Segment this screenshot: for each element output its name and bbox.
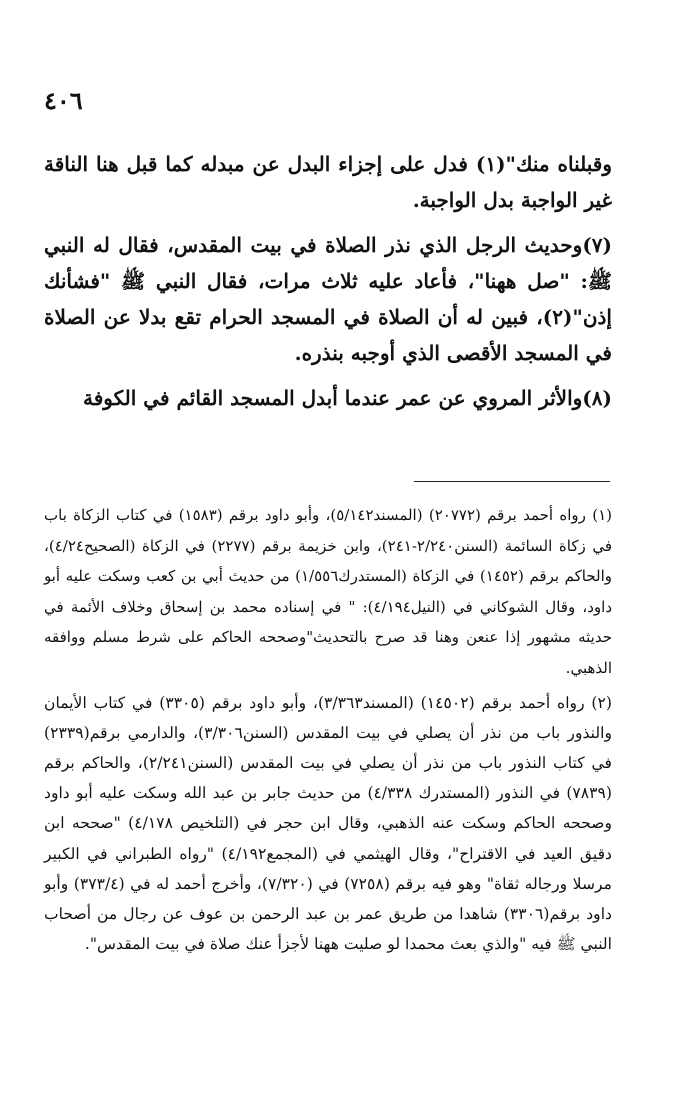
footnote-1: (١) رواه أحمد برقم (٢٠٧٧٢) (المسند٥/١٤٢)، وأبو داود برقم (١٥٨٣) في كتاب الزكاة باب في زكاة السائمة (السنن٢/٢٤٠-٢٤١)، وابن خزيمة برقم (٢٢٧٧) في الزكاة (الصحيح٤/٢٤)، والحاكم برقم (١٤٥٢) في الزكاة (المستدرك١/٥٥٦) من حديث أبي بن كعب وسكت عليه أبو داود، وقال الشوكاني في (النيل٤/١٩٤): " في إسناده محمد بن إسحاق وخلاف الأئمة في حديثه مشهور إذا عنعن وهنا قد صرح بالتحديث"وصححه الحاكم على شرط مسلم ووافقه الذهبي. bbox=[44, 506, 613, 677]
footnote-2: (٢) رواه أحمد برقم (١٤٥٠٢) (المسند٣/٣٦٣)، وأبو داود برقم (٣٣٠٥) في كتاب الأيمان والنذور باب من نذر أن يصلي في بيت المقدس (السنن٣/٣٠٦)، والدارمي برقم(٢٣٣٩) في كتاب النذور باب من نذر أن يصلي في بيت المقدس (السنن٢/٢٤١)، والحاكم برقم (٧٨٣٩) في النذور (المستدرك ٤/٣٣٨) من حديث جابر بن عبد الله وسكت عليه أبو داود وصححه الحاكم وسكت عنه الذهبي، وقال ابن حجر في (التلخيص ٤/١٧٨) "صححه ابن دقيق العيد في الاقتراح"، وقال الهيثمي في (المجمع٤/١٩٢) "رواه الطبراني في الكبير مرسلا ورجاله ثقاة" وهو فيه برقم (٧٢٥٨) في (٧/٣٢٠)، وأخرج أحمد له في (٣٧٣/٤) وأبو داود برقم(٣٣٠٦) شاهدا من طريق عمر بن عبد الرحمن بن عوف عن رجال من أصحاب النبي ﷺ فيه "والذي بعث محمدا لو صليت ههنا لأجزأ عنك صلاة في بيت المقدس". bbox=[44, 693, 613, 954]
main-text bbox=[44, 146, 612, 425]
footnote-separator bbox=[414, 481, 610, 482]
paragraph-8: (٨)والأثر المروي عن عمر عندما أبدل المسجد القائم في الكوفة bbox=[83, 386, 612, 410]
paragraph-continuation: وقبلناه منك"(١) فدل على إجزاء البدل عن مبدله كما قبل هنا الناقة غير الواجبة بدل الواجبة. bbox=[44, 152, 612, 212]
paragraph-7: (٧)وحديث الرجل الذي نذر الصلاة في بيت المقدس، فقال له النبي ﷺ: "صل ههنا"، فأعاد عليه ثلاث مرات، فقال النبي ﷺ "فشأنك إذن"(٢)، فبين له أن الصلاة في المسجد الحرام تقع بدلا عن الصلاة في المسجد الأقصى الذي أوجبه بنذره. bbox=[44, 233, 612, 365]
page-number: ٤٠٦ bbox=[44, 86, 83, 115]
footnotes bbox=[44, 500, 612, 963]
